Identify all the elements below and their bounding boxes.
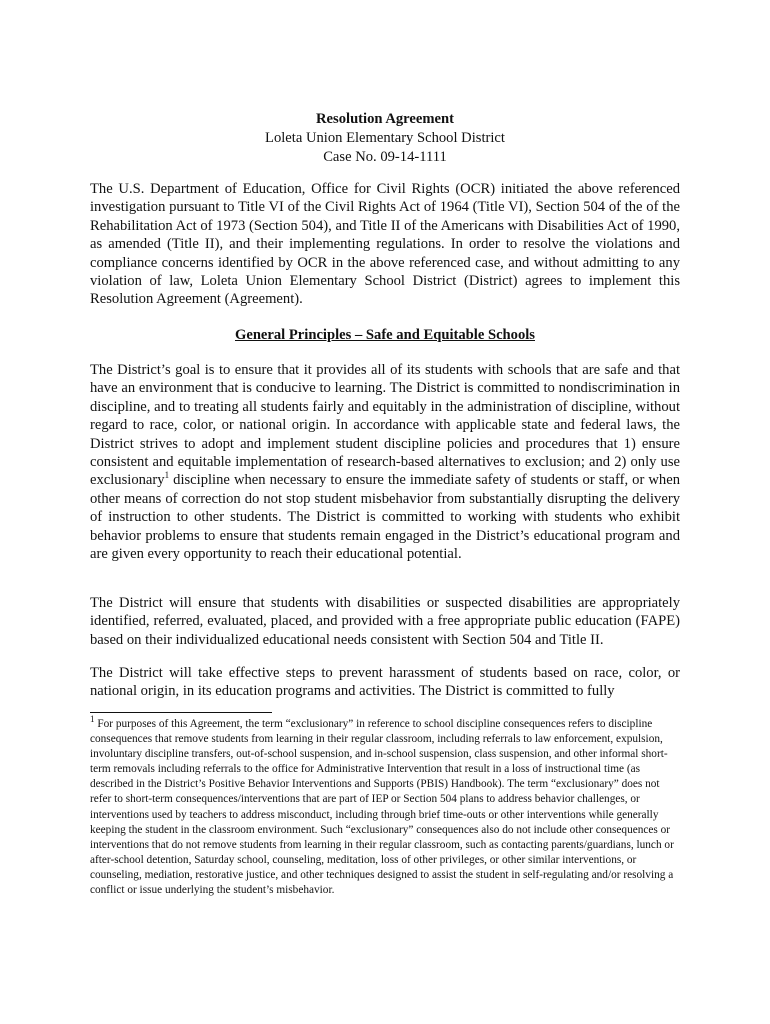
- harassment-paragraph: The District will take effective steps to prevent harassment of students based on race, color, or national origin, in its education programs and activities. The District is committed to fully: [90, 665, 680, 700]
- intro-paragraph: The U.S. Department of Education, Office for Civil Rights (OCR) initiated the above referenced investigation pursuant to Title VI of the Civil Rights Act of 1964 (Title VI), Section 504 of the of the Rehabilitation Act of 1973 (Section 504), and Title II of the Americans with Disabilities Act of 1990, as amended (Title II), and their implementing regulations. In order to resolve the violations and compliance concerns identified by OCR in the above referenced case, and without admitting to any violation of law, Loleta Union Elementary School District (District) agrees to implement this Resolution Agreement (Agreement).: [90, 181, 680, 308]
- footnote-divider: [90, 712, 272, 713]
- goal-paragraph-continuation: discipline when necessary to ensure the immediate safety of students or staff, or when other means of correction do not stop student misbehavior from substantially disrupting the delivery of instruction to other students. The District is committed to working with students who exhibit behavior problems to ensure that students remain engaged in the District’s educational program and are given every opportunity to reach their educational potential.: [90, 472, 680, 563]
- footnote-mark: 1: [90, 714, 95, 725]
- goal-paragraph: [90, 361, 680, 563]
- district-name: Loleta Union Elementary School District: [265, 130, 505, 146]
- document-title: Resolution Agreement: [316, 111, 454, 127]
- document-header: [90, 110, 680, 167]
- footnote-reference[interactable]: 1: [164, 470, 170, 481]
- case-number: Case No. 09-14-1111: [323, 149, 447, 165]
- section-heading: General Principles – Safe and Equitable Schools: [234, 327, 535, 343]
- footnote: [90, 714, 680, 898]
- disabilities-paragraph: The District will ensure that students with disabilities or suspected disabilities are appropriately identified, referred, evaluated, placed, and provided with a free appropriate public education (FAPE) based on their individualized educational needs consistent with Section 504 and Title II.: [90, 595, 680, 648]
- goal-paragraph-text: The District’s goal is to ensure that it provides all of its students with schools that are safe and that have an environment that is conducive to learning. The District is committed to nondiscrimination in discipline, and to treating all students fairly and equitably in the administration of discipline, without regard to race, color, or national origin. In accordance with applicable state and federal laws, the District strives to adopt and implement student discipline policies and procedures that 1) ensure consistent and equitable implementation of research-based alternatives to exclusion; and 2) only use exclusionary: [90, 362, 680, 489]
- footnote-text: For purposes of this Agreement, the term “exclusionary” in reference to school discipline consequences refers to discipline consequences that remove students from learning in their regular classroom, including referrals to law enforcement, expulsion, involuntary discipline transfers, out-of-school suspension, and in-school suspension, class suspension, and other informal short-term removals including referrals to the office for Administrative Intervention that result in a loss of instructional time (as described in the District’s Positive Behavior Interventions and Supports (PBIS) Handbook). The term “exclusionary” does not refer to short-term consequences/interventions that are part of IEP or Section 504 plans to address behavior challenges, or interventions used by teachers to address misconduct, including through brief time-outs or other interventions while generally keeping the student in the classroom environment. Such “exclusionary” consequences also do not include other consequences or interventions that do not remove students from learning in their regular classroom, such as contacting parents/guardians, lunch or after-school detention, Saturday school, counseling, meditation, loss of other privileges, or other similar interventions, or counseling, mediation, restorative justice, and other techniques designed to assist the student in self-regulating and/or resolving a conflict or issue underlying the student’s misbehavior.: [90, 718, 674, 897]
